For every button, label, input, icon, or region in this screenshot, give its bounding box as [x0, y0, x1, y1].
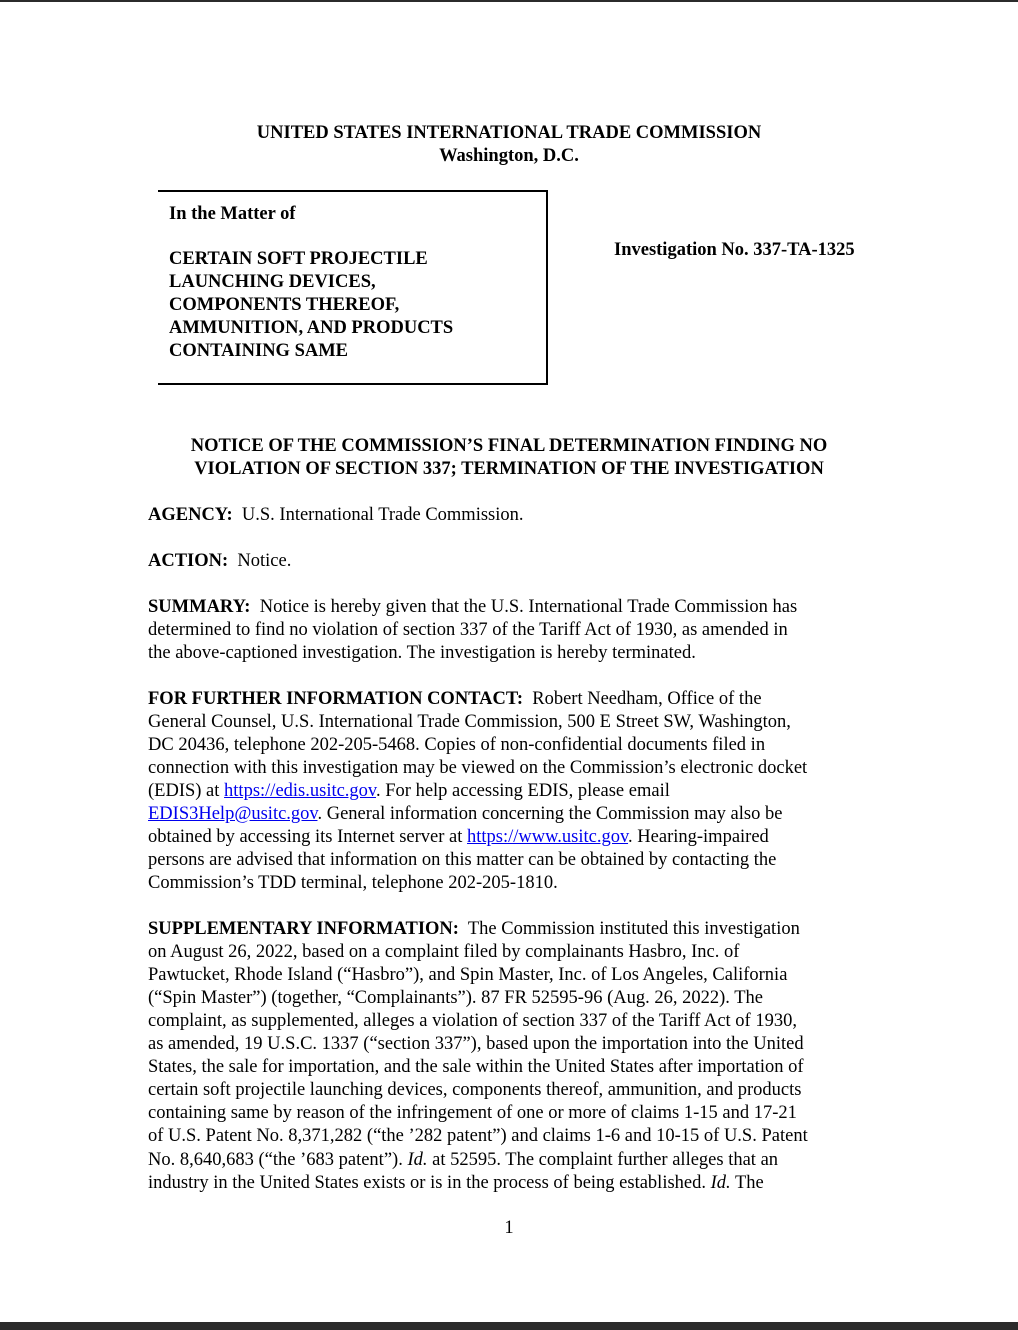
supplementary-line: industry in the United States exists or is in the process of being established. Id. The — [148, 1173, 764, 1193]
viewer-bottom-border — [0, 1322, 1018, 1330]
agency-header: UNITED STATES INTERNATIONAL TRADE COMMISSION — [256, 123, 762, 143]
usitc-website-link[interactable]: https://www.usitc.gov — [467, 827, 629, 847]
contact-line: obtained by accessing its Internet server at https://www.usitc.gov. Hearing-impaired — [148, 827, 769, 847]
contact-line: persons are advised that information on this matter can be obtained by contacting the — [148, 850, 777, 870]
supplementary-line: States, the sale for importation, and the sale within the United States after importation of — [148, 1057, 804, 1077]
caption-title-line: AMMUNITION, AND PRODUCTS — [169, 318, 454, 338]
supplementary-line: as amended, 19 U.S.C. 1337 (“section 337”), based upon the importation into the United — [148, 1034, 804, 1054]
supplementary-line: complaint, as supplemented, alleges a violation of section 337 of the Tariff Act of 1930, — [148, 1011, 797, 1031]
caption-title-line: CERTAIN SOFT PROJECTILE — [169, 249, 428, 269]
contact-line: (EDIS) at https://edis.usitc.gov. For help accessing EDIS, please email — [148, 781, 670, 801]
action-paragraph — [148, 550, 291, 573]
agency-label: AGENCY: — [148, 505, 233, 525]
supplementary-line: SUPPLEMENTARY INFORMATION: The Commission instituted this investigation — [148, 919, 800, 939]
edis-help-email-link[interactable]: EDIS3Help@usitc.gov — [148, 804, 318, 824]
contact-line: EDIS3Help@usitc.gov. General information concerning the Commission may also be — [148, 804, 783, 824]
agency-paragraph — [148, 504, 524, 527]
edis-link[interactable]: https://edis.usitc.gov — [224, 781, 376, 801]
action-label: ACTION: — [148, 551, 229, 571]
supplementary-line: on August 26, 2022, based on a complaint filed by complainants Hasbro, Inc. of — [148, 942, 740, 962]
summary-line: SUMMARY: Notice is hereby given that the U.S. International Trade Commission has — [148, 597, 798, 617]
supplementary-line: (“Spin Master”) (together, “Complainants”). 87 FR 52595-96 (Aug. 26, 2022). The — [148, 988, 763, 1008]
in-the-matter-of: In the Matter of — [169, 204, 296, 224]
supplementary-line: of U.S. Patent No. 8,371,282 (“the ’282 patent”) and claims 1-6 and 10-15 of U.S. Patent — [148, 1126, 808, 1146]
notice-title-line: VIOLATION OF SECTION 337; TERMINATION OF THE INVESTIGATION — [194, 459, 824, 479]
summary-label: SUMMARY: — [148, 597, 251, 617]
contact-line: connection with this investigation may be viewed on the Commission’s electronic docket — [148, 758, 808, 778]
contact-label: FOR FURTHER INFORMATION CONTACT: — [148, 689, 523, 709]
agency-text: U.S. International Trade Commission. — [241, 505, 524, 525]
supplementary-line: Pawtucket, Rhode Island (“Hasbro”), and Spin Master, Inc. of Los Angeles, California — [148, 965, 788, 985]
summary-line: the above-captioned investigation. The investigation is hereby terminated. — [148, 643, 696, 663]
caption-title-line: COMPONENTS THEREOF, — [169, 295, 400, 315]
investigation-number: Investigation No. 337-TA-1325 — [614, 240, 855, 260]
supplementary-line: No. 8,640,683 (“the ’683 patent”). Id. at 52595. The complaint further alleges that an — [148, 1150, 779, 1170]
contact-line: General Counsel, U.S. International Trade Commission, 500 E Street SW, Washington, — [148, 712, 791, 732]
viewer-top-border — [0, 0, 1018, 2]
id-citation: Id. — [710, 1173, 731, 1193]
contact-line: DC 20436, telephone 202-205-5468. Copies of non-confidential documents filed in — [148, 735, 766, 755]
action-text: Notice. — [237, 551, 292, 571]
contact-line: FOR FURTHER INFORMATION CONTACT: Robert Needham, Office of the — [148, 689, 762, 709]
city-header: Washington, D.C. — [439, 146, 579, 166]
summary-line: determined to find no violation of section 337 of the Tariff Act of 1930, as amended in — [148, 620, 788, 640]
caption-title-line: LAUNCHING DEVICES, — [169, 272, 376, 292]
id-citation: Id. — [407, 1150, 428, 1170]
supplementary-line: containing same by reason of the infringement of one or more of claims 1-15 and 17-21 — [148, 1103, 797, 1123]
notice-title-line: NOTICE OF THE COMMISSION’S FINAL DETERMINATION FINDING NO — [190, 436, 828, 456]
supplementary-label: SUPPLEMENTARY INFORMATION: — [148, 919, 459, 939]
contact-line: Commission’s TDD terminal, telephone 202-205-1810. — [148, 873, 558, 893]
caption-title-line: CONTAINING SAME — [169, 341, 349, 361]
page-number: 1 — [504, 1218, 514, 1238]
supplementary-line: certain soft projectile launching devices, components thereof, ammunition, and products — [148, 1080, 802, 1100]
